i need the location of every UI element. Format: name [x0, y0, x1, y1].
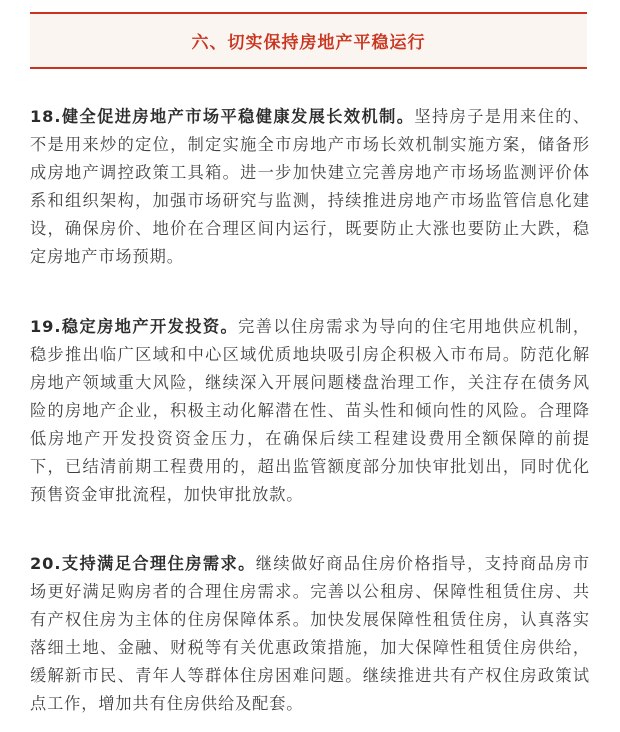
section-header [30, 12, 587, 69]
paragraph-heading: 18.健全促进房地产市场平稳健康发展长效机制。 [30, 107, 415, 126]
section-title: 六、切实保持房地产平稳运行 [191, 33, 426, 53]
paragraph-20 [30, 550, 590, 718]
paragraph-19 [30, 313, 590, 509]
paragraph-body: 坚持房子是用来住的、不是用来炒的定位，制定实施全市房地产市场长效机制实施方案，储备形成房地产调控政策工具箱。进一步加快建立完善房地产市场场监测评价体系和组织架构，加强市场研究与监测，持续推进房地产市场监管信息化建设，确保房价、地价在合理区间内运行，既要防止大涨也要防止大跌，稳定房地产市场预期。 [30, 107, 591, 266]
paragraph-18 [30, 103, 590, 271]
paragraph-heading: 20.支持满足合理住房需求。 [30, 554, 256, 573]
paragraph-body: 完善以住房需求为导向的住宅用地供应机制，稳步推出临广区域和中心区域优质地块吸引房企积极入市布局。防范化解房地产领域重大风险，继续深入开展问题楼盘治理工作，关注存在债务风险的房地产企业，积极主动化解潜在性、苗头性和倾向性的风险。合理降低房地产开发投资资金压力，在确保后续工程建设费用全额保障的前提下，已结清前期工程费用的，超出监管额度部分加快审批划出，同时优化预售资金审批流程，加快审批放款。 [30, 317, 590, 504]
paragraph-body: 继续做好商品住房价格指导，支持商品房市场更好满足购房者的合理住房需求。完善以公租房、保障性租赁住房、共有产权住房为主体的住房保障体系。加快发展保障性租赁住房，认真落实落细土地、金融、财税等有关优惠政策措施，加大保障性租赁住房供给，缓解新市民、青年人等群体住房困难问题。继续推进共有产权住房政策试点工作，增加共有住房供给及配套。 [30, 554, 590, 713]
paragraph-heading: 19.稳定房地产开发投资。 [30, 317, 239, 336]
